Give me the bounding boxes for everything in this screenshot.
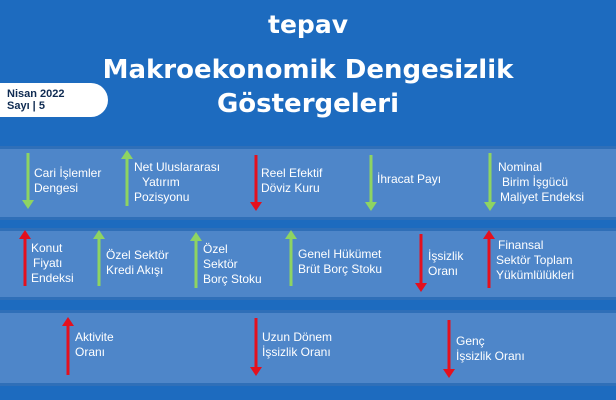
up-green-icon (121, 150, 133, 206)
up-red-icon (62, 317, 74, 375)
label-line: Borç Stoku (203, 272, 262, 286)
up-green-icon (285, 230, 297, 286)
indicator-label (134, 160, 220, 205)
label-line: Sektör Toplam (496, 253, 573, 267)
down-red-icon (250, 318, 262, 376)
page-title-line-2: Göstergeleri (216, 89, 400, 119)
label-line: Özel Sektör (106, 248, 169, 262)
indicator-label (261, 166, 322, 196)
indicator-label (456, 334, 525, 364)
label-line: Kredi Akışı (106, 263, 164, 277)
brand-logo-text: tepav (268, 10, 348, 39)
down-green-icon (365, 155, 377, 211)
up-green-icon (190, 232, 202, 288)
label-line: Döviz Kuru (261, 181, 320, 195)
page-title-line-1: Makroekonomik Dengesizlik (102, 55, 514, 85)
label-line: Fiyatı (33, 256, 63, 270)
indicator-label (377, 172, 441, 187)
up-red-icon (483, 230, 495, 288)
label-line: Finansal (498, 238, 544, 252)
label-line: İşsizlik (428, 249, 464, 263)
indicator-label (75, 330, 114, 360)
indicator-label (262, 330, 332, 360)
label-line: Nominal (498, 160, 543, 174)
label-line: Brüt Borç Stoku (298, 262, 383, 276)
label-line: Maliyet Endeksi (500, 190, 585, 204)
label-line: Genç (456, 334, 485, 348)
label-line: Genel Hükümet (298, 247, 382, 261)
label-line: Aktivite (75, 330, 114, 344)
down-red-icon (415, 234, 427, 292)
issue-badge (0, 83, 108, 117)
label-line: Dengesi (34, 181, 79, 195)
up-red-icon (19, 230, 31, 286)
issue-date: Nisan 2022 (7, 88, 65, 100)
down-green-icon (22, 153, 34, 209)
label-line: Yükümlülükleri (496, 268, 575, 282)
label-line: Uzun Dönem (262, 330, 333, 344)
indicator-label (298, 247, 382, 277)
indicator-label (203, 242, 262, 287)
label-line: Konut (31, 241, 63, 255)
down-green-icon (484, 153, 496, 211)
label-line: İşsizlik Oranı (262, 345, 331, 359)
indicator-label (34, 166, 101, 196)
down-red-icon (443, 320, 455, 378)
label-line: İhracat Payı (377, 172, 442, 186)
label-line: Oranı (428, 264, 459, 278)
indicator-label (106, 248, 169, 278)
indicator-label (428, 249, 463, 279)
indicator-label (496, 238, 574, 283)
label-line: Sektör (203, 257, 238, 271)
label-line: Yatırım (142, 175, 180, 189)
indicator-label (31, 241, 74, 286)
label-line: İşsizlik Oranı (456, 349, 525, 363)
indicator-label (498, 160, 584, 205)
label-line: Net Uluslararası (134, 160, 221, 174)
issue-number: Sayı | 5 (7, 100, 45, 112)
label-line: Özel (203, 242, 228, 256)
up-green-icon (93, 230, 105, 286)
label-line: Pozisyonu (134, 190, 190, 204)
label-line: Cari İşlemler (34, 166, 102, 180)
label-line: Birim İşgücü (502, 175, 569, 189)
label-line: Oranı (75, 345, 106, 359)
label-line: Endeksi (31, 271, 74, 285)
label-line: Reel Efektif (261, 166, 323, 180)
